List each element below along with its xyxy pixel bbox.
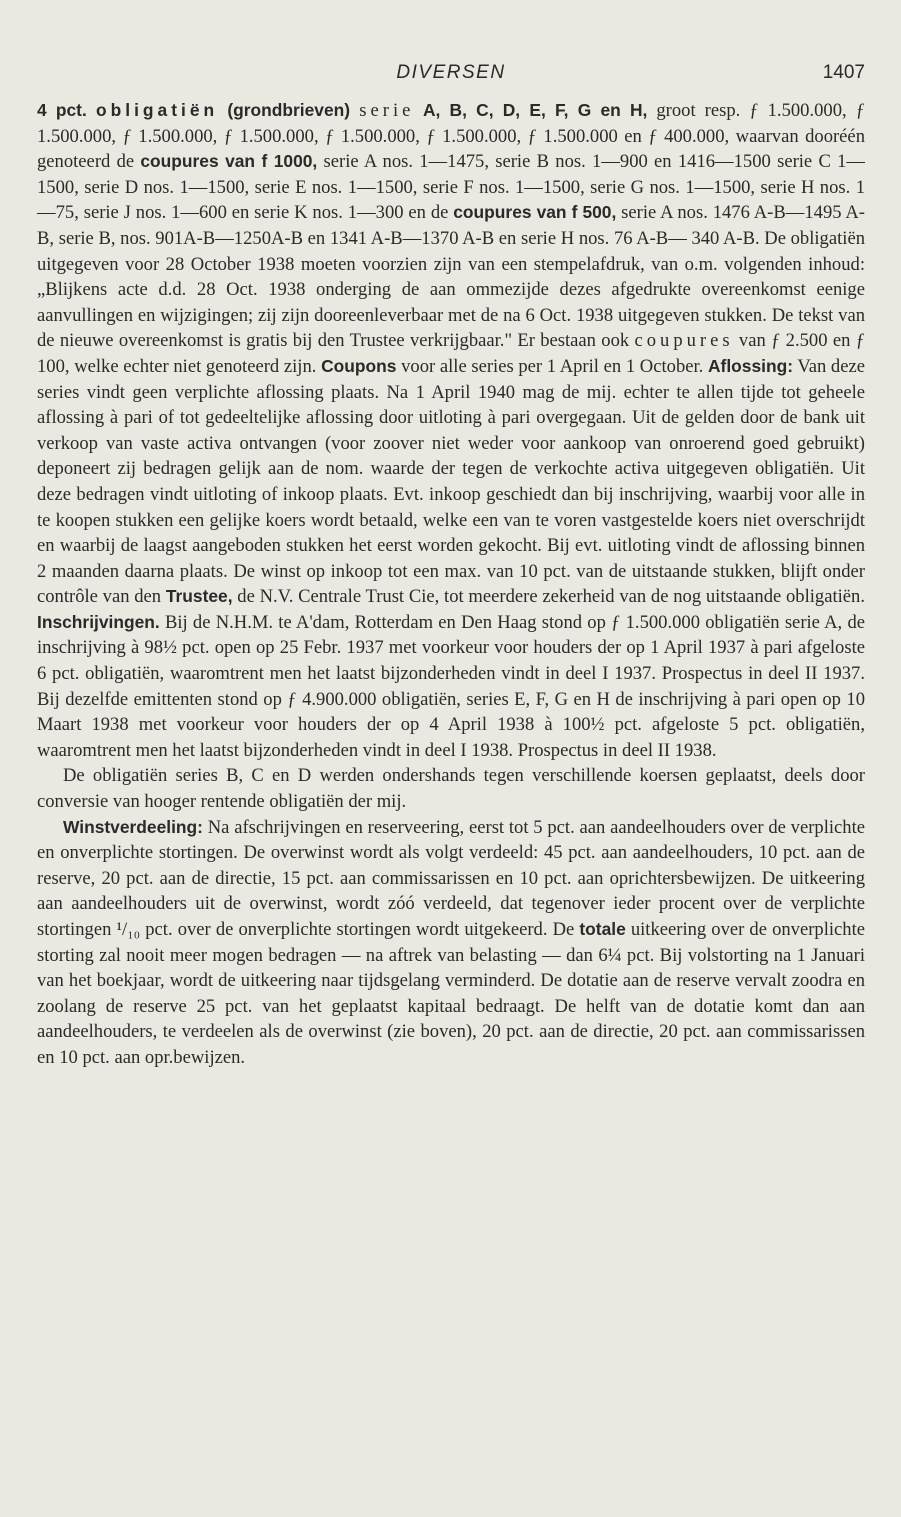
text-run: uitkeering over de onverplichte storting zal nooit meer mogen bedragen — na aftrek van belasting — dan 6¼ pct. Bij volstorting na 1 Januari van het boekjaar, wordt de uitkeering naar tijdsgelang verminderd. De dotatie aan de reserve vervalt zoodra en zoolang de reserve 25 pct. van het geplaatst kapitaal bedraagt. De helft van de dotatie komt dan aan aandeelhouders, te verdeelen als de overwinst (zie boven), 20 pct. aan de directie, 20 pct. aan commissarissen en 10 pct. aan opr.bewijzen. [37,919,865,1068]
bold-run: 4 pct. [37,100,97,120]
bold-run: A, B, C, D, E, F, G en H, [414,100,648,120]
text-run: voor alle series per 1 April en 1 October. [396,355,708,377]
text-run: van ƒ 2.500 en ƒ 100, welke echter niet genoteerd zijn. [37,330,865,377]
page-header [37,58,865,88]
bold-run: Trustee, [165,586,233,607]
text-run: serie A nos. 1—1475, serie B nos. 1—900 en 1416—1500 serie C 1—1500, serie D nos. 1—1500, serie E nos. 1—1500, serie F nos. 1—1500, serie G nos. 1—1500, serie H nos. 1—75, serie J nos. 1—600 en serie K nos. 1—300 en de [37,151,866,224]
page-number: 1407 [822,62,865,83]
text-run: Bij de N.H.M. te A'dam, Rotterdam en Den Haag stond op ƒ 1.500.000 obligatiën serie A, de inschrijving à 98½ pct. open op 25 Febr. 1937 met voorkeur voor houders der op 1 April 1937 à pari afgeloste 6 pct. obligatiën, waaromtrent men het laatst bijzonderheden vindt in deel I 1937. Prospectus in deel II 1937. Bij dezelfde emittenten stond op ƒ 4.900.000 obligatiën, series E, F, G en H de inschrijving à pari open op 10 Maart 1938 met voorkeur voor houders der op 4 April 1938 à 100½ pct. afgeloste 5 pct. obligatiën, waaromtrent men het laatst bijzonderheden vindt in deel I 1938. Prospectus in deel II 1938. [37,611,865,761]
text-run: Van deze series vindt geen verplichte aflossing plaats. Na 1 April 1940 mag de mij. echter te allen tijde tot geheele aflossing à pari of tot gedeeltelijke aflossing door uitloting à pari overgegaan. Uit de gelden door de bank uit verkoop van vaste activa ontvangen (voor zoover niet weder voor aankoop van onroerend goed gebruikt) deponeert zij bedragen gelijk aan de nom. waarde der tegen de verkochte activa uitgegeven obligatiën. Uit deze bedragen vindt uitloting of inkoop plaats. Evt. inkoop geschiedt dan bij inschrijving, waarbij voor alle in te koopen stukken een gelijke koers wordt betaald, welke een van te voren vastgestelde koers niet overschrijdt en waarbij de laagst aangeboden stukken het eerst worden gekocht. Bij evt. uitloting vindt de aflossing binnen 2 maanden daarna plaats. De winst op inkoop tot een max. van 10 pct. van de uitstaande stukken, blijft onder contrôle van den [37,355,865,608]
bold-run: Winstverdeeling: [63,816,203,837]
bold-run: Aflossing: [707,355,794,376]
bold-run: Inschrijvingen. [37,611,160,632]
text-run: serie A nos. 1476 A-B—1495 A-B, serie B, nos. 901A-B—1250A-B en 1341 A-B—1370 A-B en serie H nos. 76 A-B— 340 A-B. De obligatiën uitgegeven voor 28 October 1938 moeten voorzien zijn van een stempelafdruk, van o.m. volgenden inhoud: „Blijkens acte d.d. 28 Oct. 1938 onderging de aan ommezijde dezes afgedrukte overeenkomst eenige aanvullingen en wijzigingen; zij zijn dooreenleverbaar met de na 6 Oct. 1938 uitgegeven stukken. De tekst van de nieuwe overeenkomst is gratis bij den Trustee verkrijgbaar." Er bestaan ook [37,202,866,352]
bold-run: coupures van f 500, [453,202,617,223]
text-run: Na afschrijvingen en reserveering, eerst tot 5 pct. aan aandeelhouders over de verplichte en onverplichte stortingen. De overwinst wordt als volgt verdeeld: 45 pct. aan aandeelhouders, 10 pct. aan de reserve, 20 pct. aan de directie, 15 pct. aan commissarissen en 10 pct. aan oprichtersbewijzen. De uitkeering aan aandeelhouders uit de overwinst, wordt zóó verdeeld, dat tegenover ieder procent over de verplichte stortingen ¹/₁₀ pct. over de onverplichte stortingen wordt uitgekeerd. De [37,816,865,940]
paragraph-obligaties [37,98,865,763]
bold-run: totale [579,919,626,939]
running-title: DIVERSEN [396,62,506,83]
bold-spaced-run: obligatiën [96,100,219,120]
paragraph-winstverdeeling [37,815,865,1071]
paragraph-plaatsing: De obligatiën series B, C en D werden ondershands tegen verschillende koersen geplaatst, deels door conversie van hooger rentende obligatiën der mij. [37,765,865,813]
text-run: de N.V. Centrale Trust Cie, tot meerdere zekerheid van de nog uitstaande obligatiën. [232,586,865,608]
text-run: groot resp. ƒ 1.500.000, ƒ 1.500.000, ƒ 1.500.000, ƒ 1.500.000, ƒ 1.500.000, ƒ 1.500.000, ƒ 1.500.000 en ƒ 400.000, waarvan dooréén genoteerd de [37,100,865,173]
spaced-run: coupures [634,330,734,352]
bold-run: Coupons [321,355,397,376]
body-text [37,98,865,1071]
bold-run: (grondbrieven) [218,100,360,120]
bold-run: coupures van f 1000, [140,151,318,172]
spaced-run: serie [359,100,415,121]
